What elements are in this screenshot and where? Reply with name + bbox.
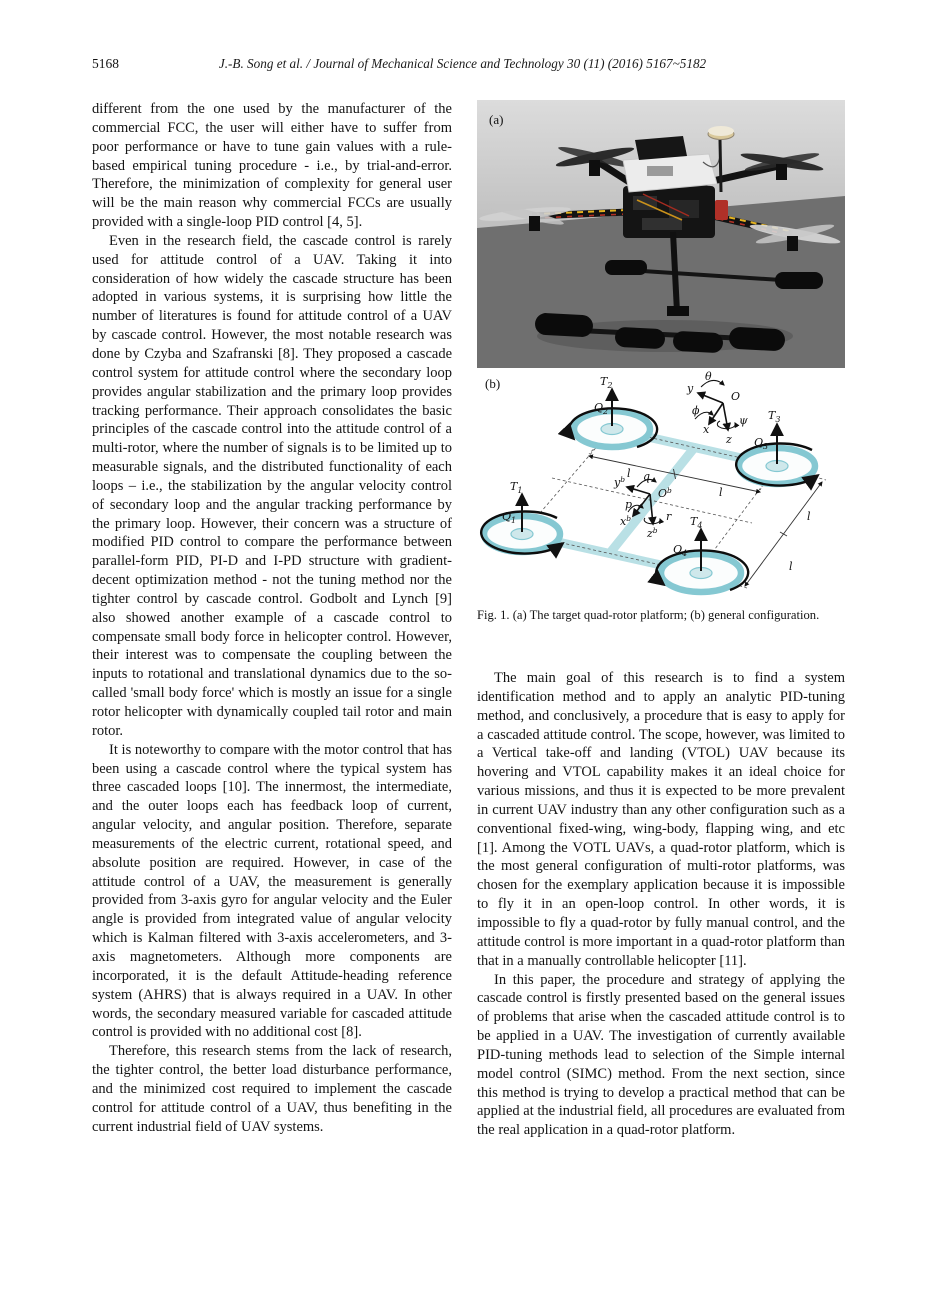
two-column-body: [92, 100, 845, 1140]
torque-label-1: $Q_1$: [502, 510, 517, 525]
body-x-label: $x^b$: [620, 514, 632, 528]
figure-caption: Fig. 1. (a) The target quad-rotor platform; (b) general configuration.: [477, 608, 820, 622]
psi-label: ψ: [739, 414, 748, 427]
length-label: l: [719, 486, 723, 499]
body-origin-label: $O^b$: [658, 486, 672, 500]
phi-label: ϕ: [692, 404, 700, 417]
frame-bands: [522, 429, 777, 573]
figure-photo-quadrotor: [477, 100, 845, 368]
q-rate-label: q: [643, 470, 651, 483]
left-column: [92, 100, 452, 1140]
figure-diagram-configuration: [477, 368, 845, 596]
theta-label: θ: [705, 370, 712, 383]
r-rate-label: r: [666, 510, 672, 523]
figure-1: [477, 100, 845, 623]
running-title: J.-B. Song et al. / Journal of Mechanical Science and Technology 30 (11) (2016) 5167~5182: [218, 56, 707, 71]
motor: [529, 216, 540, 231]
inertial-z-label: z: [726, 433, 732, 446]
page-header: [0, 56, 925, 76]
inertial-frame: [686, 370, 748, 446]
thrust-label-1: $T_1$: [510, 480, 523, 495]
paragraph: It is noteworthy to compare with the motor control that has been using a cascade control where the typical system has three cascaded loops [10]. The innermost, the intermediate, and the outer loops each has feedback loop of current, angular velocity, and angular position. Therefore, separate measurements of the electric current, rotational speed, and absolute position are required. However, in case of the attitude control of a UAV, the measurement is generally provided from 3-axis gyro for angular velocity and the Euler angle is provided from integrated value of angular velocity which is Kalman filtered with 3-axis accelerometers, and 3-axis magnetometers. Although more components are incorporated, it is the default Attitude-heading reference system (AHRS) that is always required in a UAV. In other words, the secondary measured variable for cascaded attitude control is provided with no additional cost [8].: [92, 741, 452, 1041]
top-black-box: [635, 136, 687, 160]
torque-label-4: $Q_4$: [673, 543, 688, 558]
subfigure-label-b: (b): [485, 376, 501, 391]
paragraph: different from the one used by the manufacturer of the commercial FCC, the user will either have to suffer from poor performance or have to tune gain values with a rule-based empirical tuning procedure - i.e., by trial-and-error. Therefore, the minimization of complexity for general user will be the main reason why commercial FCCs are usually provided with a single-loop PID control [4, 5].: [92, 101, 452, 231]
torque-label-3: $Q_3$: [754, 436, 769, 451]
paragraph: Even in the research field, the cascade control is rarely used for attitude control of a UAV. Taking it into consideration of how widely the cascade structure has been adopted in various systems, it is surprising how little the number of literatures is found for attitude control of a UAV by cascade control. However, the most notable research was done by Czyba and Szafranski [8]. They proposed a cascade control system for attitude control where the secondary loop provides angular stabilization and the primary loop provides tracking performance. Their approach consolidates the basic principles of the cascade control into the attitude control of a multi-rotor, where the number of signals is to be limited up to measurable signals, and the distributed functionality of each loops – i.e., the stabilization by the angular velocity control of secondary loop and the angular tracking performance by the primary loop. However, their concern was a structure of modified PID control to compare the performance between parallel-form PID, PI-D and I-PD structure with gradient-decent optimization method - not the tuning method nor the tighter control by cascade control. Godbolt and Lynch [9] also showed another example of a cascade control to compensate small body force in helicopter control. However, their interest was to compensate the coupling between the inputs to rotational and translational dynamics due to the so-called 'small body force' which is mostly an issue for a single rotor helicopter with dynamically coupled tail rotor and main rotor.: [92, 232, 452, 739]
inertial-y-label: y: [687, 382, 694, 395]
motor: [589, 160, 600, 176]
thrust-label-3: $T_3$: [768, 409, 781, 424]
inertial-origin-label: O: [731, 390, 741, 403]
body-y-label: $y^b$: [614, 475, 626, 489]
right-column: [477, 100, 845, 1140]
p-rate-label: p: [625, 498, 633, 511]
paragraph: In this paper, the procedure and strategy of applying the cascade control is firstly presented based on the general issues of problems that arise when the cascaded attitude control is to be applied in a UAV. The investigation of currently available PID-tuning methods lead to selection of the Simple internal model control (SIMC) method. From the next section, since this method is trying to develop a practical method that can be applied at the industrial field, all procedures are evaluated from the real application in a quad-rotor platform.: [477, 971, 845, 1139]
motor: [787, 236, 798, 251]
page-number: 5168: [92, 56, 119, 71]
length-label: l: [627, 467, 631, 480]
motor: [776, 164, 787, 180]
inertial-x-label: x: [703, 423, 710, 436]
torque-label-2: $Q_2$: [594, 401, 609, 416]
red-module: [715, 200, 728, 220]
body-z-label: $z^b$: [647, 526, 658, 540]
thrust-label-4: $T_4$: [690, 515, 703, 530]
paragraph: The main goal of this research is to find a system identification method and to apply an analytic PID-tuning method, and conclusively, a procedure that is easy to apply for a cascaded attitude control. The scope, however, was limited to a Vertical take-off and landing (VTOL) UAV because its hovering and VTOL capability makes it an ideal choice for various missions, and thus it is expected to be more prevalent in current UAV industry than any other configuration such as a conventional fixed-wing, wing-body, flapping wing, and etc [1]. Among the VOTL UAVs, a quad-rotor platform, which is the most general configuration of multi-rotor platforms, was chosen for the exemplary application because it is impossible to fly it in an open-loop control. In other words, it is impossible to fly a quad-rotor by fully manual control, and the attitude control is more important in a quad-rotor platform than that in a manually controllable helicopter [11].: [477, 670, 845, 969]
length-label: l: [789, 560, 793, 573]
length-label: l: [807, 510, 811, 523]
paragraph: Therefore, this research stems from the lack of research, the tighter control, the better load disturbance performance, and the minimized cost required to implement the cascade control for attitude control of a UAV, thus benefiting in the current industrial field of UAV systems.: [92, 1043, 452, 1135]
subfigure-label-a: (a): [489, 112, 504, 127]
thrust-label-2: $T_2$: [600, 375, 613, 390]
